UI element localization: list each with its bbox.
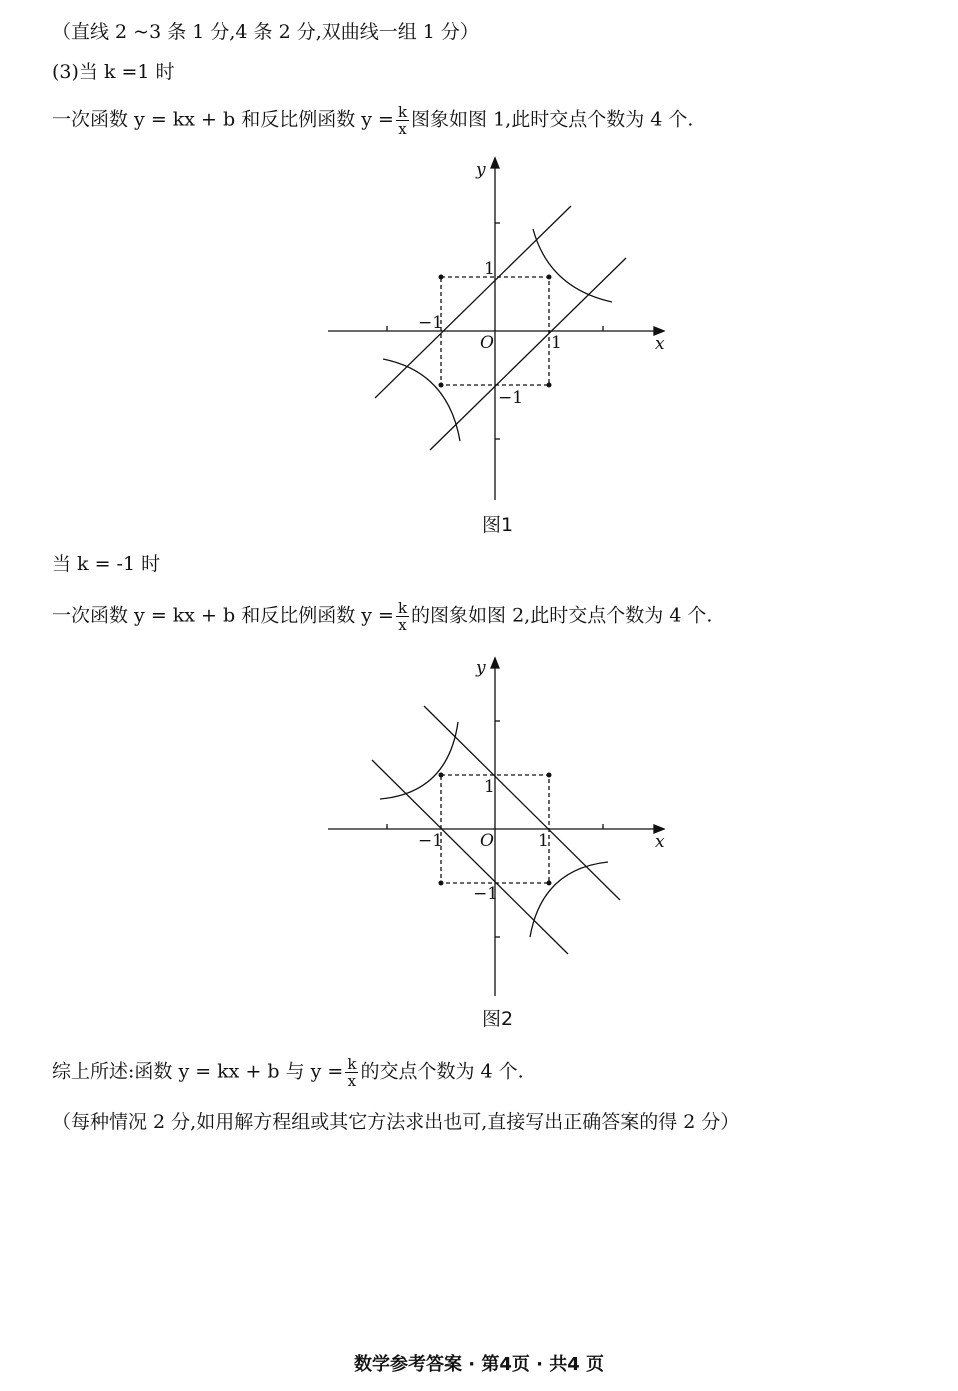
fig2-tick-label-y-1: 1 bbox=[484, 777, 495, 797]
figure-2-caption: 图2 bbox=[482, 1008, 514, 1030]
fraction-denominator: x bbox=[398, 120, 407, 138]
scoring-note-2: （每种情况 2 分,如用解方程组或其它方法求出也可,直接写出正确答案的得 2 分） bbox=[52, 1111, 740, 1133]
fig2-y-arrow bbox=[491, 658, 499, 668]
fig2-line-y-eq-neg-x-minus-1 bbox=[372, 760, 568, 954]
figure-1-caption: 图1 bbox=[482, 514, 514, 536]
case-k-1-heading: (3)当 k =1 时 bbox=[52, 61, 175, 83]
fig2-tick-label-x-1: 1 bbox=[538, 831, 549, 851]
fig1-tick-label-x-neg1: −1 bbox=[418, 313, 444, 333]
scoring-note-1: （直线 2 ~3 条 1 分,4 条 2 分,双曲线一组 1 分） bbox=[52, 21, 479, 43]
fraction-numerator: k bbox=[397, 103, 408, 121]
fraction-k-over-x bbox=[345, 1056, 358, 1089]
fig2-point bbox=[547, 773, 552, 778]
case-k-neg1-heading: 当 k = -1 时 bbox=[52, 553, 161, 575]
fig1-tick-label-y-neg1: −1 bbox=[498, 388, 524, 408]
fig2-tick-label-y-neg1: −1 bbox=[473, 884, 499, 904]
statement-part-b: 图象如图 1,此时交点个数为 4 个. bbox=[411, 108, 694, 131]
fig2-hyperbola-branch-2 bbox=[380, 722, 458, 799]
fraction-denominator: x bbox=[398, 616, 407, 634]
summary-part-a: 综上所述:函数 y = kx + b 与 y = bbox=[52, 1060, 344, 1083]
fraction-numerator: k bbox=[397, 599, 408, 617]
statement-part-a: 一次函数 y = kx + b 和反比例函数 y = bbox=[52, 604, 394, 627]
fig1-tick-label-x-1: 1 bbox=[551, 333, 562, 353]
fig2-origin-label: O bbox=[480, 831, 494, 851]
fig1-tick-label-y-1: 1 bbox=[484, 259, 495, 279]
summary-part-b: 的交点个数为 4 个. bbox=[360, 1060, 524, 1083]
fig2-point bbox=[439, 881, 444, 886]
page-footer: 数学参考答案 · 第4页 · 共4 页 bbox=[353, 1354, 605, 1375]
statement-part-b: 的图象如图 2,此时交点个数为 4 个. bbox=[411, 604, 713, 627]
fig2-point bbox=[547, 881, 552, 886]
fig2-hyperbola-branch-4 bbox=[530, 862, 608, 937]
fig1-x-label: x bbox=[655, 334, 665, 354]
fig1-origin-label: O bbox=[480, 333, 494, 353]
fraction-denominator: x bbox=[347, 1072, 357, 1090]
fig2-x-label: x bbox=[655, 832, 665, 852]
fig2-y-label: y bbox=[476, 658, 486, 678]
fig2-line-y-eq-neg-x-plus-1 bbox=[424, 706, 620, 900]
fig1-y-label: y bbox=[476, 160, 486, 180]
fraction-numerator: k bbox=[347, 1055, 357, 1073]
statement-part-a: 一次函数 y = kx + b 和反比例函数 y = bbox=[52, 108, 394, 131]
fig2-point bbox=[439, 773, 444, 778]
fig2-tick-label-x-neg1: −1 bbox=[418, 831, 444, 851]
summary-statement bbox=[52, 1056, 524, 1089]
